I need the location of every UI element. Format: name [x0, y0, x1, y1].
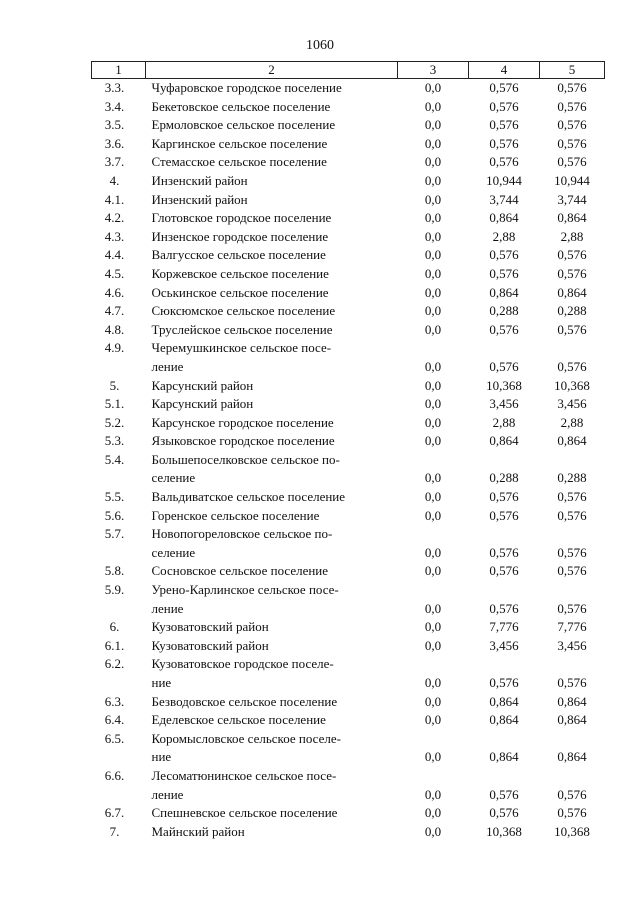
table-row [92, 209, 605, 228]
row-value-col3: 0,0 [424, 80, 442, 95]
row-name: Коромысловское сельское поселе- ние [151, 730, 341, 765]
table-row [92, 711, 605, 730]
row-value-col3: 0,0 [424, 489, 442, 505]
header-col-1: 1 [92, 62, 146, 79]
table-row [92, 116, 605, 135]
row-name: Каргинское сельское поселение [151, 135, 328, 151]
row-number: 6.6. [104, 767, 125, 783]
row-name: Кузоватовский район [151, 637, 269, 653]
row-value-col4: 3,456 [489, 396, 519, 412]
row-number: 6.2. [104, 656, 125, 672]
row-value-col5: 0,864 [557, 749, 587, 765]
row-name: Черемушкинское сельское посе- ление [151, 340, 332, 374]
row-value-col5: 0,864 [557, 210, 587, 226]
row-name: Ермоловское сельское поселение [151, 117, 336, 133]
row-value-col5: 0,576 [557, 117, 587, 133]
row-name: Лесоматюнинское сельское посе- ление [151, 767, 337, 802]
row-name: Инзенский район [151, 191, 248, 207]
row-value-col5: 7,776 [557, 619, 587, 635]
row-name: Кузоватовское городское поселе- ние [151, 656, 334, 690]
row-name: Горенское сельское поселение [151, 507, 320, 523]
row-value-col4: 0,576 [489, 135, 519, 151]
table-row [92, 79, 605, 98]
row-number: 5.4. [104, 451, 125, 467]
row-value-col5: 0,576 [557, 265, 587, 281]
row-name: Кузоватовский район [151, 619, 269, 635]
table-row [92, 321, 605, 340]
row-number: 3.5. [104, 117, 125, 133]
row-name: Чуфаровское городское поселение [151, 80, 342, 95]
row-number: 4.3. [104, 228, 125, 244]
row-value-col3: 0,0 [424, 172, 442, 188]
table-row [92, 488, 605, 507]
row-value-col4: 0,864 [489, 284, 519, 300]
row-number: 3.4. [104, 98, 125, 114]
table-row [92, 655, 605, 692]
row-value-col3: 0,0 [424, 693, 442, 709]
row-value-col3: 0,0 [424, 154, 442, 170]
row-value-col5: 0,576 [557, 247, 587, 263]
row-name: Карсунский район [151, 396, 254, 412]
row-value-col5: 2,88 [560, 228, 584, 244]
table-row [92, 693, 605, 712]
table-row [92, 823, 605, 842]
row-value-col3: 0,0 [424, 284, 442, 300]
row-value-col4: 0,864 [489, 749, 519, 765]
row-value-col4: 0,576 [489, 563, 519, 579]
row-value-col4: 0,576 [489, 321, 519, 337]
row-value-col5: 3,744 [557, 191, 587, 207]
row-number: 4.9. [104, 340, 125, 356]
row-value-col5: 0,576 [557, 544, 587, 560]
row-value-col5: 0,576 [557, 154, 587, 170]
table-row [92, 265, 605, 284]
row-value-col3: 0,0 [424, 544, 442, 560]
header-col-3: 3 [398, 62, 469, 79]
row-number: 4.7. [104, 303, 125, 319]
row-number: 5.5. [104, 489, 125, 505]
row-number: 5.9. [104, 582, 125, 598]
row-value-col5: 0,576 [557, 675, 587, 690]
table-row [92, 451, 605, 488]
table-row [92, 804, 605, 823]
row-value-col5: 3,456 [557, 637, 587, 653]
row-name: Безводовское сельское поселение [151, 693, 338, 709]
row-value-col4: 7,776 [489, 619, 519, 635]
table-row [92, 395, 605, 414]
row-value-col5: 0,288 [557, 303, 587, 319]
row-value-col4: 0,576 [489, 805, 519, 821]
table-row [92, 507, 605, 526]
row-value-col4: 0,576 [489, 544, 519, 560]
row-number: 4.2. [104, 210, 125, 226]
row-name: Карсунский район [151, 377, 254, 393]
table-row [92, 302, 605, 321]
row-value-col5: 0,576 [557, 489, 587, 505]
table-row [92, 618, 605, 637]
row-name: Оськинское сельское поселение [151, 284, 329, 300]
table-row [92, 767, 605, 804]
table-row [92, 153, 605, 172]
row-value-col4: 0,576 [489, 507, 519, 523]
page-number: 1060 [306, 38, 334, 53]
row-name: Большепоселковское сельское по- селение [151, 451, 340, 486]
table-row [92, 191, 605, 210]
row-value-col3: 0,0 [424, 675, 442, 690]
row-name: Инзенский район [151, 172, 248, 188]
row-value-col3: 0,0 [424, 414, 442, 430]
row-name: Сосновское сельское поселение [151, 563, 329, 579]
row-value-col5: 0,576 [557, 135, 587, 151]
row-value-col3: 0,0 [424, 135, 442, 151]
row-number: 3.3. [104, 80, 125, 95]
row-value-col4: 3,456 [489, 637, 519, 653]
table-row [92, 525, 605, 562]
row-value-col3: 0,0 [424, 210, 442, 226]
row-value-col3: 0,0 [424, 396, 442, 412]
header-col-2: 2 [146, 62, 398, 79]
row-value-col5: 0,576 [557, 507, 587, 523]
row-value-col5: 0,576 [557, 358, 587, 374]
row-number: 6.4. [104, 712, 125, 728]
row-value-col5: 0,864 [557, 712, 587, 728]
row-name: Карсунское городское поселение [151, 414, 334, 430]
row-value-col4: 0,288 [489, 303, 519, 319]
row-number: 4.1. [104, 191, 125, 207]
table-row [92, 377, 605, 396]
row-value-col4: 0,576 [489, 600, 519, 616]
row-name: Урено-Карлинское сельское посе- ление [151, 582, 339, 616]
row-number: 6.7. [104, 805, 125, 821]
table-row [92, 135, 605, 154]
row-number: 4.5. [104, 265, 125, 281]
row-number: 6.3. [104, 693, 125, 709]
row-value-col5: 0,864 [557, 284, 587, 300]
row-value-col3: 0,0 [424, 600, 442, 616]
row-value-col5: 0,576 [557, 80, 587, 95]
table-row [92, 246, 605, 265]
row-number: 5.6. [104, 507, 125, 523]
row-value-col5: 0,288 [557, 470, 587, 486]
row-value-col4: 0,864 [489, 693, 519, 709]
row-value-col5: 10,944 [554, 172, 590, 188]
row-value-col5: 0,576 [557, 98, 587, 114]
row-value-col5: 10,368 [554, 377, 590, 393]
table-row [92, 98, 605, 117]
row-name: Коржевское сельское поселение [151, 265, 329, 281]
row-name: Сюксюмское сельское поселение [151, 303, 336, 319]
table-row [92, 637, 605, 656]
row-number: 5.2. [104, 414, 125, 430]
row-value-col3: 0,0 [424, 712, 442, 728]
row-value-col4: 2,88 [492, 414, 516, 430]
row-value-col4: 0,864 [489, 712, 519, 728]
table-row [92, 284, 605, 303]
row-value-col4: 0,576 [489, 247, 519, 263]
row-value-col4: 10,368 [486, 823, 522, 839]
table-row [92, 228, 605, 247]
row-value-col3: 0,0 [424, 98, 442, 114]
row-value-col4: 0,576 [489, 786, 519, 802]
row-value-col3: 0,0 [424, 228, 442, 244]
row-value-col5: 0,576 [557, 600, 587, 616]
row-value-col4: 0,576 [489, 154, 519, 170]
row-value-col3: 0,0 [424, 247, 442, 263]
row-value-col3: 0,0 [424, 637, 442, 653]
row-number: 4.4. [104, 247, 125, 263]
row-value-col5: 3,456 [557, 396, 587, 412]
row-value-col3: 0,0 [424, 265, 442, 281]
row-number: 6.5. [104, 730, 125, 746]
table-row [92, 562, 605, 581]
row-name: Труслейское сельское поселение [151, 321, 333, 337]
row-number: 7. [109, 823, 120, 839]
row-value-col4: 3,744 [489, 191, 519, 207]
row-value-col4: 0,864 [489, 433, 519, 449]
row-value-col5: 0,576 [557, 321, 587, 337]
row-value-col4: 0,576 [489, 265, 519, 281]
row-number: 5.3. [104, 433, 125, 449]
row-value-col5: 0,576 [557, 563, 587, 579]
row-number: 5.8. [104, 563, 125, 579]
row-value-col3: 0,0 [424, 377, 442, 393]
table-body [92, 79, 605, 842]
row-number: 4.8. [104, 321, 125, 337]
row-value-col4: 2,88 [492, 228, 516, 244]
table-row [92, 172, 605, 191]
row-value-col4: 0,576 [489, 489, 519, 505]
row-name: Майнский район [151, 823, 245, 839]
row-value-col4: 0,288 [489, 470, 519, 486]
row-number: 5.1. [104, 396, 125, 412]
row-name: Новопогореловское сельское по- селение [151, 526, 333, 560]
table-row [92, 432, 605, 451]
row-value-col3: 0,0 [424, 358, 442, 374]
row-name: Глотовское городское поселение [151, 210, 332, 226]
row-value-col4: 0,576 [489, 80, 519, 95]
row-name: Еделевское сельское поселение [151, 712, 326, 728]
row-value-col3: 0,0 [424, 507, 442, 523]
row-value-col3: 0,0 [424, 191, 442, 207]
row-value-col5: 0,576 [557, 786, 587, 802]
row-number: 3.6. [104, 135, 125, 151]
row-value-col5: 2,88 [560, 414, 584, 430]
row-value-col3: 0,0 [424, 619, 442, 635]
row-name: Спешневское сельское поселение [151, 805, 338, 821]
table-row [92, 581, 605, 618]
row-value-col4: 0,576 [489, 675, 519, 690]
row-value-col3: 0,0 [424, 786, 442, 802]
row-value-col3: 0,0 [424, 805, 442, 821]
allocation-table [91, 61, 605, 841]
row-value-col4: 0,864 [489, 210, 519, 226]
table-row [92, 414, 605, 433]
header-col-4: 4 [469, 62, 540, 79]
table-row [92, 339, 605, 376]
row-value-col3: 0,0 [424, 433, 442, 449]
row-number: 3.7. [104, 154, 125, 170]
row-name: Валгусское сельское поселение [151, 247, 326, 263]
row-number: 4. [109, 172, 120, 188]
row-value-col3: 0,0 [424, 823, 442, 839]
row-value-col4: 0,576 [489, 98, 519, 114]
row-name: Инзенское городское поселение [151, 228, 329, 244]
row-value-col3: 0,0 [424, 117, 442, 133]
row-number: 5. [109, 377, 120, 393]
row-number: 5.7. [104, 526, 125, 542]
row-value-col3: 0,0 [424, 303, 442, 319]
row-value-col3: 0,0 [424, 470, 442, 486]
row-number: 4.6. [104, 284, 125, 300]
row-value-col5: 0,864 [557, 693, 587, 709]
row-value-col5: 0,864 [557, 433, 587, 449]
row-number: 6. [109, 619, 120, 635]
row-value-col4: 10,368 [486, 377, 522, 393]
row-name: Языковское городское поселение [151, 433, 335, 449]
row-name: Вальдиватское сельское поселение [151, 489, 346, 505]
row-value-col4: 10,944 [486, 172, 522, 188]
row-value-col3: 0,0 [424, 321, 442, 337]
row-number: 6.1. [104, 637, 125, 653]
table-header [92, 62, 605, 79]
row-value-col5: 0,576 [557, 805, 587, 821]
row-value-col3: 0,0 [424, 563, 442, 579]
row-value-col3: 0,0 [424, 749, 442, 765]
header-col-5: 5 [540, 62, 605, 79]
table-row [92, 730, 605, 767]
row-value-col4: 0,576 [489, 117, 519, 133]
row-name: Бекетовское сельское поселение [151, 98, 331, 114]
row-value-col5: 10,368 [554, 823, 590, 839]
row-value-col4: 0,576 [489, 358, 519, 374]
row-name: Стемасское сельское поселение [151, 154, 327, 170]
